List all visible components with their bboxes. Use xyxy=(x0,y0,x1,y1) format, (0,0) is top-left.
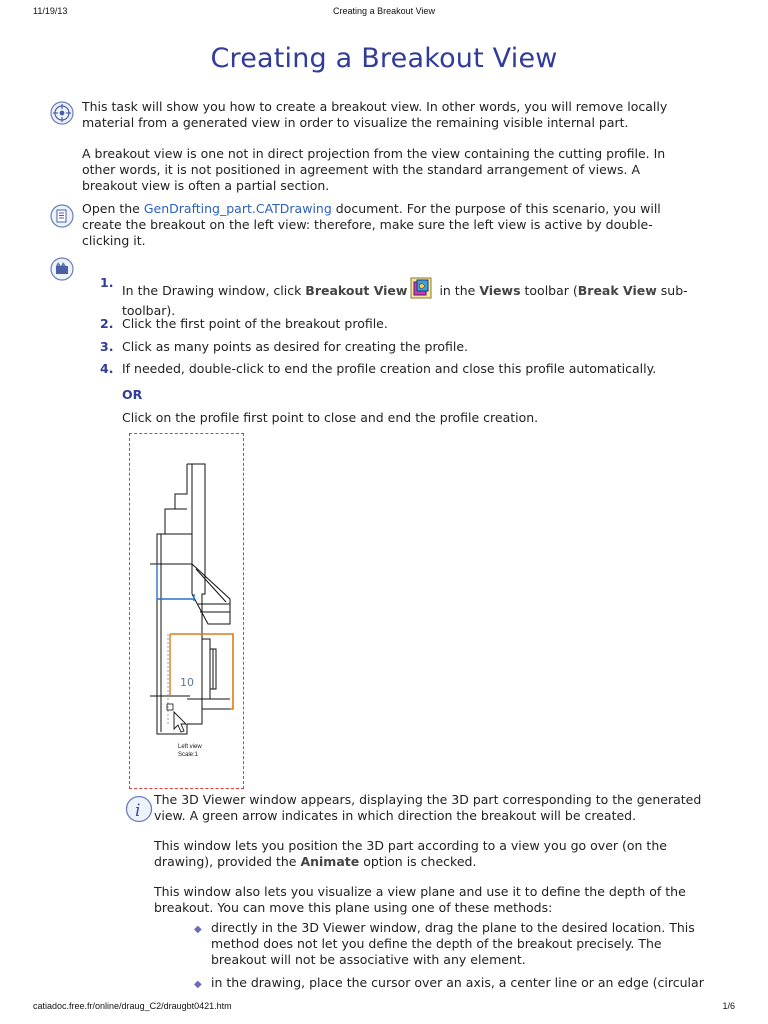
task-target-icon xyxy=(50,101,74,128)
step-text: sub- xyxy=(656,283,688,298)
open-doc-prefix: Open the xyxy=(82,201,144,216)
step-text: In the Drawing window, click xyxy=(122,283,306,298)
animate-option-label: Animate xyxy=(300,854,360,869)
open-document-paragraph xyxy=(82,201,661,249)
step-text: toolbar ( xyxy=(520,283,578,298)
bullet-icon: ◆ xyxy=(194,979,202,990)
intro-paragraph xyxy=(82,99,667,131)
open-doc-line-2: create the breakout on the left view: therefore, make sure the left view is active by double- xyxy=(82,217,653,232)
close-alternative-text: Click on the profile first point to close and end the profile creation. xyxy=(122,410,539,425)
or-label: OR xyxy=(122,387,143,402)
window-line-1: This window lets you position the 3D part according to a view you go over (on the xyxy=(154,838,667,853)
viewer-note xyxy=(154,792,701,824)
definition-line-3: breakout view is often a partial section. xyxy=(82,178,330,193)
step-number: 1. xyxy=(100,275,114,290)
views-toolbar-label: Views xyxy=(479,283,521,298)
bullet-line: directly in the 3D Viewer window, drag the plane to the desired location. This xyxy=(211,920,695,935)
bullet-item xyxy=(211,920,695,968)
step-item xyxy=(100,316,710,339)
open-doc-suffix: document. For the purpose of this scenario, you will xyxy=(331,201,661,216)
step-number: 2. xyxy=(100,316,114,331)
step-text: toolbar). xyxy=(122,303,176,318)
left-view-drawing xyxy=(130,434,243,788)
footer-page-number: 1/6 xyxy=(722,1001,735,1011)
breakout-figure xyxy=(129,433,244,789)
definition-paragraph xyxy=(82,146,665,194)
header-date: 11/19/13 xyxy=(33,6,68,16)
definition-line-2: other words, it is not positioned in agreement with the standard arrangement of views. A xyxy=(82,162,640,177)
drawing-document-link[interactable]: GenDrafting_part.CATDrawing xyxy=(143,201,332,216)
intro-line-1: This task will show you how to create a breakout view. In other words, you will remove locally xyxy=(82,99,668,114)
breakout-view-label: Breakout View xyxy=(305,283,408,298)
step-text: in the xyxy=(435,283,480,298)
step-text: Click the first point of the breakout profile. xyxy=(122,316,388,331)
definition-line-1: A breakout view is one not in direct projection from the view containing the cutting profile. In xyxy=(82,146,666,161)
mouse-cursor-icon xyxy=(167,704,186,732)
plane-line-2: breakout. You can move this plane using one of these methods: xyxy=(154,900,553,915)
breakout-view-icon[interactable] xyxy=(410,277,432,303)
step-item xyxy=(100,339,710,361)
step-item xyxy=(100,275,710,318)
bullet-line: breakout will not be associative with any element. xyxy=(211,952,526,967)
dimension-value: 10 xyxy=(180,676,194,689)
bullet-icon: ◆ xyxy=(194,924,202,935)
step-item xyxy=(100,361,710,381)
steps-list xyxy=(100,275,710,381)
step-text: Click as many points as desired for creating the profile. xyxy=(122,339,469,354)
bullet-item xyxy=(211,975,704,991)
window-text: drawing), provided the xyxy=(154,854,301,869)
view-label-line-1: Left view xyxy=(178,744,202,750)
document-icon xyxy=(50,204,74,231)
window-text: option is checked. xyxy=(359,854,477,869)
bullet-line: in the drawing, place the cursor over an axis, a center line or an edge (circular xyxy=(211,975,704,990)
header-doc-title: Creating a Breakout View xyxy=(333,6,435,16)
view-label-line-2: Scale:1 xyxy=(178,752,199,758)
break-view-label: Break View xyxy=(577,283,657,298)
svg-text:i: i xyxy=(135,801,141,821)
intro-line-2: material from a generated view in order to visualize the remaining visible internal part. xyxy=(82,115,629,130)
note-line-2: view. A green arrow indicates in which direction the breakout will be created. xyxy=(154,808,637,823)
window-line-2 xyxy=(154,854,667,870)
footer-url: catiadoc.free.fr/online/draug_C2/draugbt0421.htm xyxy=(33,1001,232,1011)
open-doc-line-1 xyxy=(82,201,661,217)
plane-line-1: This window also lets you visualize a view plane and use it to define the depth of the xyxy=(154,884,686,899)
step-number: 3. xyxy=(100,339,114,354)
page-title: Creating a Breakout View xyxy=(210,43,558,74)
note-line-1: The 3D Viewer window appears, displaying the 3D part corresponding to the generated xyxy=(154,792,702,807)
bullet-line: method does not let you define the depth of the breakout precisely. The xyxy=(211,936,662,951)
open-doc-line-3: clicking it. xyxy=(82,233,146,248)
step-text: If needed, double-click to end the profile creation and close this profile automatically. xyxy=(122,361,657,376)
scenario-icon xyxy=(50,257,74,284)
info-icon xyxy=(125,795,153,826)
plane-paragraph xyxy=(154,884,686,916)
window-paragraph xyxy=(154,838,667,870)
step-number: 4. xyxy=(100,361,114,376)
